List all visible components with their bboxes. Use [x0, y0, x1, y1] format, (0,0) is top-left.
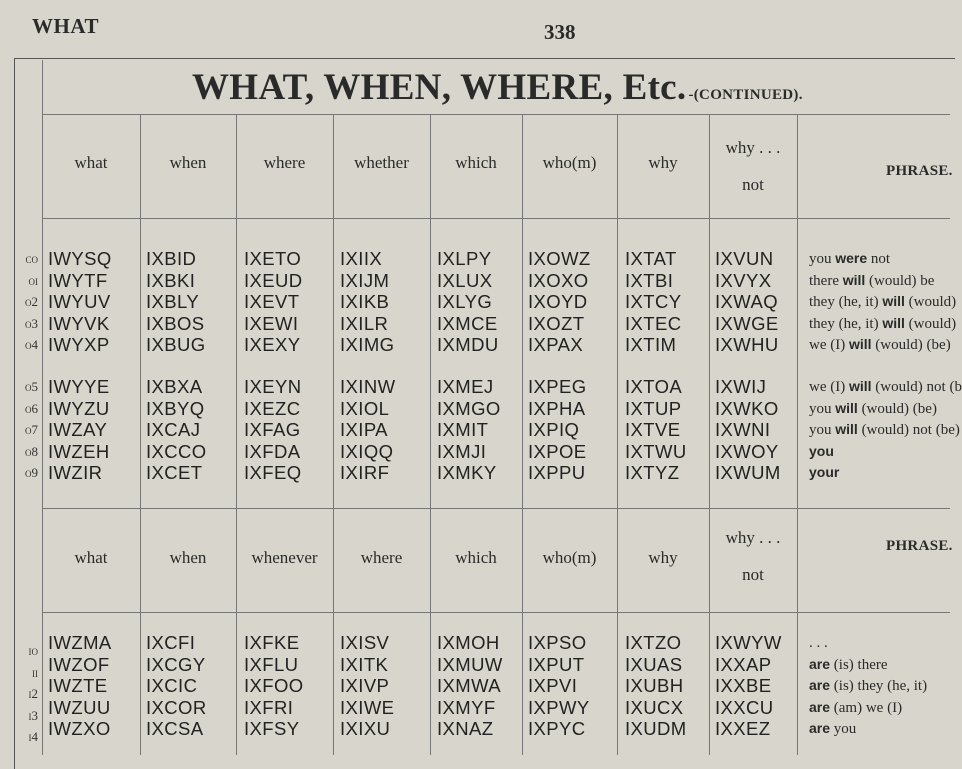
code-cell: IWYTF — [48, 269, 108, 291]
col-header-whom: who(m) — [542, 548, 597, 567]
code-cell: IWYXP — [48, 334, 110, 356]
code-cell: IXTVE — [625, 419, 681, 441]
code-cell: IXEXY — [244, 334, 301, 356]
code-cell: IXFOO — [244, 675, 304, 697]
code-cell: IXCGY — [146, 653, 206, 675]
code-cell: IXVYX — [715, 269, 772, 291]
code-cell: IXWKO — [715, 397, 779, 419]
code-cell: IXFDA — [244, 440, 301, 462]
code-cell: IXINW — [340, 375, 396, 397]
column-what — [48, 248, 112, 484]
phrase-cell — [809, 419, 962, 441]
code-cell: IXETO — [244, 248, 302, 269]
code-cell: IXMOH — [437, 632, 500, 653]
code-cell: IXOZT — [528, 312, 585, 334]
code-cell: IXEVT — [244, 291, 300, 313]
phrase-cell — [809, 270, 962, 292]
phrase-text: (would) (be) — [871, 337, 951, 354]
code-cell: IXITK — [340, 653, 389, 675]
code-cell: IXTBI — [625, 269, 674, 291]
code-cell: IXLUX — [437, 269, 493, 291]
code-cell: IXFLU — [244, 653, 299, 675]
column-why — [625, 632, 687, 740]
code-cell: IXPVI — [528, 675, 578, 697]
phrase-text: (would) be — [865, 272, 935, 289]
row-number: o3 — [25, 315, 38, 331]
rule-under-title — [42, 114, 950, 115]
code-cell: IXXAP — [715, 653, 772, 675]
code-cell: IXUCX — [625, 696, 684, 718]
col-header-where: where — [360, 548, 403, 567]
code-cell: IXMDU — [437, 334, 499, 356]
phrase-text: we (I) — [809, 378, 849, 395]
code-cell: IXIJM — [340, 269, 390, 291]
code-cell: IWYZU — [48, 397, 110, 419]
code-cell: IXPPU — [528, 462, 586, 484]
phrase-bold-word: will — [842, 271, 866, 288]
column-why-not — [715, 632, 782, 740]
code-cell: IXPAX — [528, 334, 584, 356]
column-rule — [617, 114, 618, 755]
code-cell: IXBUG — [146, 334, 206, 356]
code-cell: IXBXA — [146, 375, 203, 397]
column-which — [437, 248, 501, 484]
row-number: io — [28, 643, 38, 658]
code-cell: IXTOA — [625, 375, 683, 397]
col-header-why: why — [648, 548, 678, 567]
col-header-where: where — [263, 153, 306, 172]
code-cell: IXFRI — [244, 696, 294, 718]
code-cell: IXCET — [146, 462, 203, 484]
code-cell: IXBOS — [146, 312, 205, 334]
row-number: i3 — [28, 707, 38, 723]
code-cell: IXWYW — [715, 632, 782, 653]
row-number: i4 — [28, 729, 38, 745]
row-number: i2 — [28, 686, 38, 702]
col-header-when: when — [169, 153, 207, 172]
phrase-cell — [809, 334, 962, 356]
phrase-text: we (I) — [809, 337, 849, 354]
code-cell: IXEYN — [244, 375, 302, 397]
phrase-bold-word: are — [809, 698, 831, 715]
page-header-word: WHAT — [32, 14, 99, 38]
column-whom — [528, 632, 590, 740]
phrase-cell — [809, 376, 962, 398]
column-when — [146, 248, 207, 484]
code-cell: IXXCU — [715, 696, 774, 718]
column-when — [146, 632, 207, 740]
phrase-bold-word: will — [882, 314, 905, 331]
col-header-whom: who(m) — [542, 153, 597, 172]
phrase-cell — [809, 654, 927, 676]
phrase-cell — [809, 632, 927, 654]
code-cell: IXBKI — [146, 269, 196, 291]
rule-above-header-2 — [42, 508, 950, 509]
code-cell: IXILR — [340, 312, 389, 334]
row-number: o5 — [25, 378, 38, 394]
column-phrase — [809, 248, 962, 484]
code-cell: IXEZC — [244, 397, 301, 419]
phrase-cell — [809, 248, 962, 270]
phrase-text: not — [867, 251, 891, 267]
code-cell: IXCAJ — [146, 419, 201, 441]
phrase-text: they (he, it) — [809, 315, 883, 332]
code-cell: IXOYD — [528, 291, 588, 313]
code-cell: IXMJI — [437, 440, 487, 462]
rule-under-header-2 — [42, 612, 950, 613]
code-cell: IWYVK — [48, 312, 110, 334]
col-header-why-not-line2: not — [742, 565, 764, 584]
code-cell: IXUBH — [625, 675, 684, 697]
code-cell: IWZOF — [48, 653, 110, 675]
col-header-why-not-line1: why . . . — [725, 138, 781, 157]
col-header-which: which — [455, 153, 497, 172]
code-cell: IXPHA — [528, 397, 586, 419]
code-cell: IXIRF — [340, 462, 390, 484]
phrase-bold-word: are — [809, 677, 831, 694]
column-rule — [522, 114, 523, 755]
row-number: o9 — [25, 465, 38, 481]
code-cell: IXIIX — [340, 248, 383, 269]
phrase-text: you — [809, 400, 836, 417]
phrase-cell — [809, 697, 927, 719]
column-which — [437, 632, 503, 740]
col-header-whether: whether — [354, 153, 409, 172]
code-cell: IXEUD — [244, 269, 303, 291]
code-cell: IWYUV — [48, 291, 111, 313]
code-cell: IXWOY — [715, 440, 779, 462]
code-cell: IXFSY — [244, 718, 300, 740]
phrase-text: (am) we (I) — [830, 699, 903, 716]
code-cell: IWZXO — [48, 718, 111, 740]
code-cell: IXIWE — [340, 696, 395, 718]
code-cell: IWZTE — [48, 675, 108, 697]
col-header-which: which — [455, 548, 497, 567]
code-cell: IXLPY — [437, 248, 492, 269]
code-cell: IWZIR — [48, 462, 103, 484]
code-cell: IXWUM — [715, 462, 781, 484]
code-cell: IXTCY — [625, 291, 682, 313]
code-cell: IXTIM — [625, 334, 677, 356]
phrase-text: (would) not (be) — [857, 422, 960, 439]
code-cell: IXIKB — [340, 291, 390, 313]
phrase-text: (would) (be) — [857, 400, 937, 417]
code-cell: IXFAG — [244, 419, 301, 441]
row-number: ii — [32, 664, 38, 680]
code-cell: IXXEZ — [715, 718, 771, 740]
code-cell: IXUAS — [625, 653, 683, 675]
code-cell: IXPOE — [528, 440, 587, 462]
column-rule — [797, 114, 798, 755]
code-cell: IXWAQ — [715, 291, 778, 313]
code-cell: IXNAZ — [437, 718, 494, 740]
column-phrase — [809, 632, 927, 740]
code-cell: IXTUP — [625, 397, 682, 419]
phrase-cell — [809, 313, 962, 335]
phrase-text: they (he, it) — [809, 294, 883, 311]
code-cell: IXWIJ — [715, 375, 767, 397]
code-cell: IWZMA — [48, 632, 112, 653]
code-cell: IXTYZ — [625, 462, 680, 484]
column-rule — [430, 114, 431, 755]
phrase-bold-word: will — [835, 421, 858, 438]
row-number: o8 — [25, 443, 38, 459]
column-rule — [709, 114, 710, 755]
code-cell: IXPYC — [528, 718, 586, 740]
row-number: o6 — [25, 400, 38, 416]
phrase-text: (is) they (he, it) — [830, 678, 928, 695]
phrase-text: you — [809, 251, 836, 267]
row-number: o2 — [25, 294, 38, 310]
col-header-why: why — [648, 153, 678, 172]
phrase-cell — [809, 441, 962, 463]
column-what — [48, 632, 112, 740]
title-main: WHAT, WHEN, WHERE, Etc. — [192, 67, 687, 108]
phrase-text: you — [830, 721, 857, 738]
code-cell: IXCSA — [146, 718, 204, 740]
row-numbers-section1 — [20, 248, 38, 484]
column-rule — [140, 114, 141, 755]
col-header-what: what — [74, 153, 108, 172]
code-cell: IWYSQ — [48, 248, 112, 269]
phrase-text: you — [809, 422, 836, 439]
code-cell: IXIVP — [340, 675, 390, 697]
row-number: o4 — [25, 337, 38, 353]
phrase-bold-word: will — [848, 336, 872, 353]
code-cell: IXXBE — [715, 675, 772, 697]
phrase-text: (is) there — [830, 656, 888, 673]
code-cell: IXPUT — [528, 653, 585, 675]
code-cell: IXMCE — [437, 312, 498, 334]
rule-under-header-1 — [42, 218, 950, 219]
code-cell: IXLYG — [437, 291, 493, 313]
code-cell: IXIXU — [340, 718, 391, 740]
code-cell: IXUDM — [625, 718, 687, 740]
code-cell: IXIMG — [340, 334, 395, 356]
code-cell: IXCOR — [146, 696, 207, 718]
code-cell: IXBYQ — [146, 397, 205, 419]
code-cell: IXMUW — [437, 653, 503, 675]
phrase-bold-word: will — [882, 293, 905, 310]
phrase-cell — [809, 398, 962, 420]
phrase-bold-word: you — [809, 442, 834, 459]
code-cell: IXPEG — [528, 375, 587, 397]
code-cell: IXMIT — [437, 419, 489, 441]
code-cell: IXFEQ — [244, 462, 302, 484]
column-rule — [333, 114, 334, 755]
column-where — [244, 248, 303, 484]
code-cell: IXCFI — [146, 632, 196, 653]
col-header-whenever: whenever — [251, 548, 318, 567]
col-header-why-not-line2: not — [742, 175, 764, 194]
col-header-what: what — [74, 548, 108, 567]
phrase-bold-word: will — [848, 377, 872, 394]
phrase-bold-word: are — [809, 655, 831, 672]
code-cell: IXWNI — [715, 419, 771, 441]
phrase-cell — [809, 462, 962, 484]
column-why — [625, 248, 687, 484]
title-continued: -(CONTINUED). — [688, 87, 803, 103]
code-cell: IXTZO — [625, 632, 682, 653]
row-number: o7 — [25, 422, 38, 438]
code-cell: IXBLY — [146, 291, 200, 313]
code-cell: IXVUN — [715, 248, 774, 269]
col-header-phrase: PHRASE. — [886, 538, 953, 554]
code-cell: IXMGO — [437, 397, 501, 419]
col-header-phrase: PHRASE. — [886, 163, 953, 179]
page-number: 338 — [544, 20, 576, 44]
phrase-bold-word: are — [809, 720, 831, 737]
phrase-bold-word: were — [835, 250, 868, 266]
code-cell: IWZAY — [48, 419, 108, 441]
code-cell: IXCIC — [146, 675, 198, 697]
code-cell: IXEWI — [244, 312, 299, 334]
phrase-bold-word: your — [809, 464, 840, 481]
column-where — [340, 632, 394, 740]
code-cell: IXPIQ — [528, 419, 580, 441]
column-why-not — [715, 248, 781, 484]
row-number: co — [25, 251, 38, 266]
phrase-text: there — [809, 272, 843, 289]
code-cell: IXTEC — [625, 312, 682, 334]
code-cell: IXISV — [340, 632, 390, 653]
column-whenever — [244, 632, 304, 740]
phrase-text: (would) — [904, 294, 957, 311]
phrase-cell — [809, 291, 962, 313]
code-cell: IXPSO — [528, 632, 587, 653]
code-cell: IXIPA — [340, 419, 388, 441]
column-rule — [236, 114, 237, 755]
code-cell: IXPWY — [528, 696, 590, 718]
code-cell: IXOXO — [528, 269, 589, 291]
column-whether — [340, 248, 395, 484]
column-whom — [528, 248, 591, 484]
code-cell: IWYYE — [48, 375, 110, 397]
table-title — [192, 66, 803, 109]
phrase-text: (would) not (b — [871, 378, 962, 395]
code-cell: IXMEJ — [437, 375, 494, 397]
code-cell: IXIQQ — [340, 440, 394, 462]
code-cell: IXMYF — [437, 696, 496, 718]
code-cell: IXTWU — [625, 440, 687, 462]
phrase-text: . . . — [809, 635, 828, 651]
code-cell: IWZEH — [48, 440, 110, 462]
code-cell: IWZUU — [48, 696, 111, 718]
col-header-when: when — [169, 548, 207, 567]
code-cell: IXMKY — [437, 462, 497, 484]
row-number: oi — [28, 272, 38, 288]
phrase-bold-word: will — [835, 399, 858, 416]
phrase-cell — [809, 675, 927, 697]
col-header-why-not-line1: why . . . — [725, 528, 781, 547]
phrase-text: (would) — [904, 315, 957, 332]
phrase-cell — [809, 718, 927, 740]
code-cell: IXIOL — [340, 397, 390, 419]
code-cell: IXTAT — [625, 248, 677, 269]
code-cell: IXWGE — [715, 312, 779, 334]
code-cell: IXBID — [146, 248, 197, 269]
code-cell: IXOWZ — [528, 248, 591, 269]
code-cell: IXMWA — [437, 675, 502, 697]
code-cell: IXFKE — [244, 632, 300, 653]
code-cell: IXCCO — [146, 440, 207, 462]
row-numbers-section2 — [20, 640, 38, 748]
code-cell: IXWHU — [715, 334, 779, 356]
